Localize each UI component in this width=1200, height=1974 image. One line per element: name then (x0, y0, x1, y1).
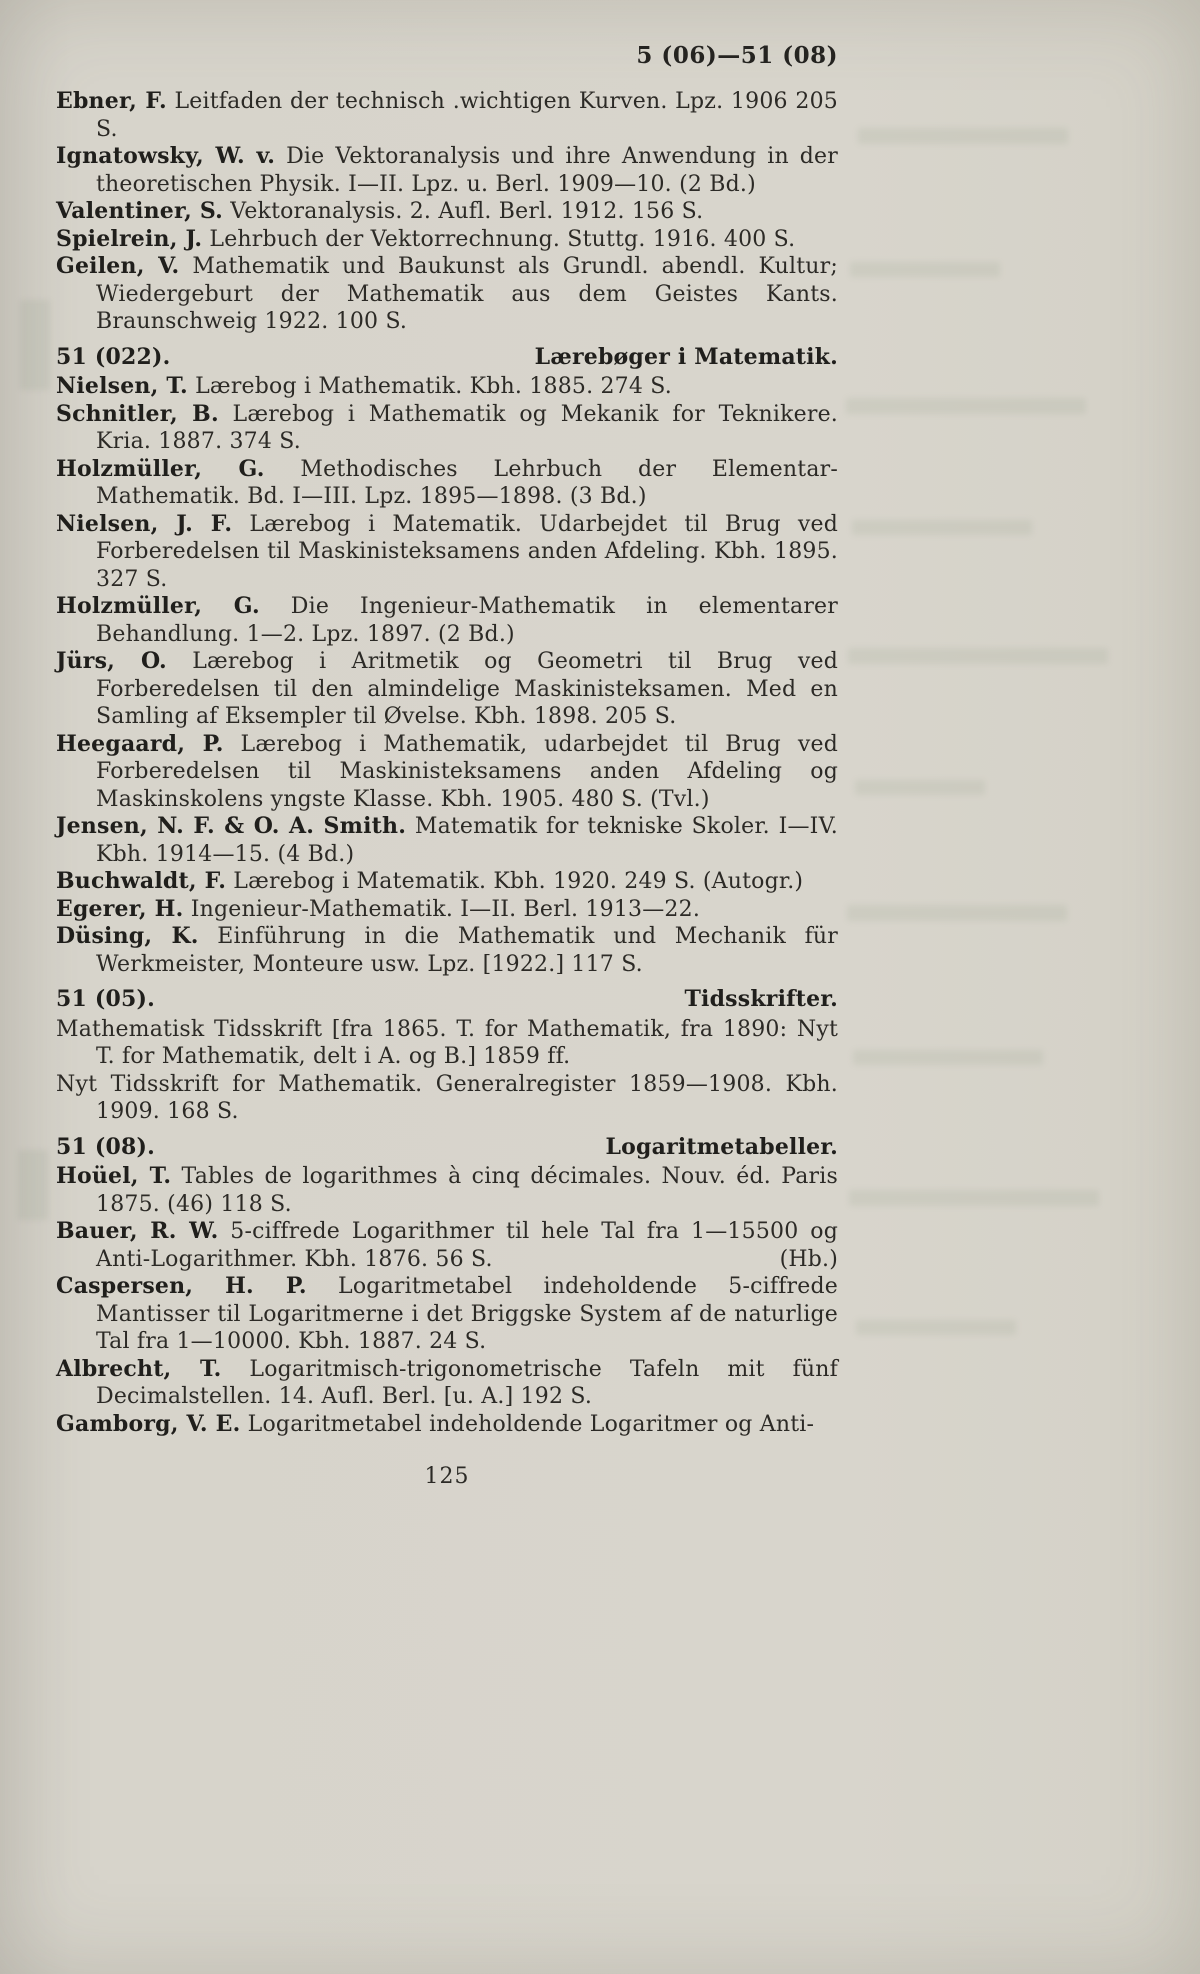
entry-author: Valentiner, S. (56, 198, 224, 224)
entry-author: Nielsen, T. (56, 373, 188, 399)
entry-author: Jürs, O. (56, 648, 167, 674)
bleed-through-artifact (852, 520, 1032, 535)
entry-author: Ebner, F. (56, 88, 167, 114)
bibliography-entry (56, 868, 838, 896)
bibliography-entry (56, 143, 838, 198)
entry-author: Schnitler, B. (56, 400, 219, 427)
entry-text: Logaritmetabel indeholdende Logaritmer og Anti- (247, 1411, 815, 1437)
bleed-through-artifact (846, 398, 1086, 414)
bibliography-entry (56, 1163, 838, 1218)
entry-text: Methodisches Lehrbuch der Elementar-Mathematik. Bd. I—III. Lpz. 1895—1898. (3 Bd.) (96, 456, 838, 509)
entry-author: Heegaard, P. (56, 730, 224, 757)
page-number: 125 (424, 1464, 470, 1489)
entry-text: Lærebog i Mathematik og Mekanik for Teknikere. Kria. 1887. 374 S. (96, 401, 839, 454)
entry-text: Tables de logarithmes à cinq décimales. Nouv. éd. Paris 1875. (46) 118 S. (96, 1164, 839, 1217)
bibliography-entry (56, 511, 838, 594)
bibliography-entry (56, 731, 838, 814)
entry-author: Holzmüller, G. (56, 593, 260, 619)
section-title: Tidsskrifter. (684, 986, 838, 1012)
entry-text: Lærebog i Mathematik. Kbh. 1885. 274 S. (195, 374, 672, 399)
bleed-through-artifact (847, 905, 1067, 921)
bibliography-entry (56, 648, 838, 731)
bibliography-entry (56, 253, 838, 336)
bibliography-list (56, 88, 838, 1438)
entry-text: Mathematik und Baukunst als Grundl. abendl. Kultur; Wiedergeburt der Mathematik aus dem Geistes Kants. Braunschweig 1922. 100 S. (96, 254, 838, 334)
text-block (56, 42, 838, 1489)
entry-author: Bauer, R. W. (56, 1218, 219, 1244)
section-number: 51 (05). (56, 986, 155, 1012)
bibliography-entry (56, 1411, 838, 1439)
entry-author: Egerer, H. (56, 895, 184, 922)
bibliography-entry (56, 88, 838, 143)
bibliography-entry (56, 198, 838, 226)
bleed-through-artifact (855, 780, 985, 795)
entry-text: Vektoranalysis. 2. Aufl. Berl. 1912. 156 S. (230, 199, 704, 224)
entry-tail: (Hb.) (779, 1246, 838, 1272)
entry-text: Lærebog i Matematik. Kbh. 1920. 249 S. (Autogr.) (233, 869, 804, 894)
entry-text: Leitfaden der technisch .wichtigen Kurven. Lpz. 1906 205 S. (96, 89, 838, 142)
entry-text: Lærebog i Aritmetik og Geometri til Brug ved Forberedelsen til den almindelige Maskinisteksamen. Med en Samling af Eksempler til Øvelse. Kbh. 1898. 205 S. (96, 649, 838, 729)
section-number: 51 (022). (56, 343, 171, 370)
entry-text: Matematik for tekniske Skoler. I—IV. Kbh. 1914—15. (4 Bd.) (96, 814, 839, 867)
entry-text: Logaritmisch-trigonometrische Tafeln mit fünf Decimalstellen. 14. Aufl. Berl. [u. A.] 192 S. (96, 1356, 838, 1409)
entry-text: Einführung in die Mathematik und Mechanik für Werkmeister, Monteure usw. Lpz. [1922.] 117 S. (96, 924, 839, 977)
entry-author: Holzmüller, G. (56, 455, 265, 482)
entry-author: Albrecht, T. (56, 1355, 222, 1382)
bleed-through-artifact (848, 648, 1108, 664)
entry-text: Lehrbuch der Vektorrechnung. Stuttg. 1916. 400 S. (209, 226, 796, 252)
section-number: 51 (08). (56, 1133, 155, 1160)
entry-text: Die Vektoranalysis und ihre Anwendung in der theoretischen Physik. I—II. Lpz. u. Berl. 1909—10. (2 Bd.) (96, 144, 838, 197)
section-header (56, 986, 838, 1014)
bibliography-entry (56, 456, 838, 511)
entry-author: Jensen, N. F. & O. A. Smith. (56, 813, 407, 839)
entry-author: Nielsen, J. F. (56, 510, 233, 537)
bibliography-entry (56, 1356, 838, 1411)
entry-text: 5-ciffrede Logarithmer til hele Tal fra 1—15500 og Anti-Logarithmer. Kbh. 1876. 56 S. (96, 1219, 838, 1272)
entry-text: Ingenieur-Mathematik. I—II. Berl. 1913—22. (190, 896, 701, 922)
bleed-through-artifact (849, 1190, 1099, 1206)
bibliography-entry (56, 226, 838, 254)
section-header (56, 1134, 838, 1162)
bibliography-entry (56, 923, 838, 978)
bibliography-entry (56, 1016, 838, 1071)
entry-author: Hoüel, T. (56, 1163, 172, 1189)
bibliography-entry (56, 813, 838, 868)
bleed-through-artifact (850, 262, 1000, 277)
entry-text: Lærebog i Mathematik, udarbejdet til Brug ved Forberedelsen til Maskinisteksamens anden Afdeling og Maskinskolens yngste Klasse. Kbh. 1905. 480 S. (Tvl.) (96, 731, 838, 812)
bleed-through-artifact (20, 300, 50, 390)
entry-text: Lærebog i Matematik. Udarbejdet til Brug ved Forberedelsen til Maskinisteksamens anden Afdeling. Kbh. 1895. 327 S. (96, 511, 838, 592)
entry-author: Düsing, K. (56, 923, 199, 949)
entry-author: Buchwaldt, F. (56, 868, 227, 894)
bibliography-entry (56, 401, 838, 456)
entry-author: Ignatowsky, W. v. (56, 143, 276, 169)
bleed-through-artifact (856, 1320, 1016, 1335)
bleed-through-artifact (853, 1050, 1043, 1065)
entry-text: Nyt Tidsskrift for Mathematik. Generalregister 1859—1908. Kbh. 1909. 168 S. (56, 1071, 838, 1124)
bibliography-entry (56, 373, 838, 401)
bibliography-entry (56, 896, 838, 924)
bleed-through-artifact (858, 128, 1068, 144)
bibliography-entry (56, 1218, 838, 1273)
classification-range-header: 5 (06)—51 (08) (636, 42, 838, 69)
bibliography-entry (56, 1273, 838, 1356)
section-title: Logaritmetabeller. (605, 1133, 838, 1160)
entry-text: Die Ingenieur-Mathematik in elementarer Behandlung. 1—2. Lpz. 1897. (2 Bd.) (96, 594, 838, 647)
bibliography-entry (56, 1071, 838, 1126)
entry-author: Geilen, V. (56, 253, 180, 279)
section-title: Lærebøger i Matematik. (534, 343, 838, 370)
entry-author: Spielrein, J. (56, 225, 203, 252)
section-header (56, 344, 838, 372)
entry-text: Mathematisk Tidsskrift [fra 1865. T. for Mathematik, fra 1890: Nyt T. for Mathematik, delt i A. og B.] 1859 ff. (56, 1016, 838, 1069)
bleed-through-artifact (18, 1150, 48, 1220)
entry-text: Logaritmetabel indeholdende 5-ciffrede Mantisser til Logaritmerne i det Briggske System af de naturlige Tal fra 1—10000. Kbh. 1887. 24 S. (96, 1274, 839, 1354)
bibliography-entry (56, 593, 838, 648)
entry-author: Caspersen, H. P. (56, 1273, 307, 1299)
entry-author: Gamborg, V. E. (56, 1410, 241, 1437)
